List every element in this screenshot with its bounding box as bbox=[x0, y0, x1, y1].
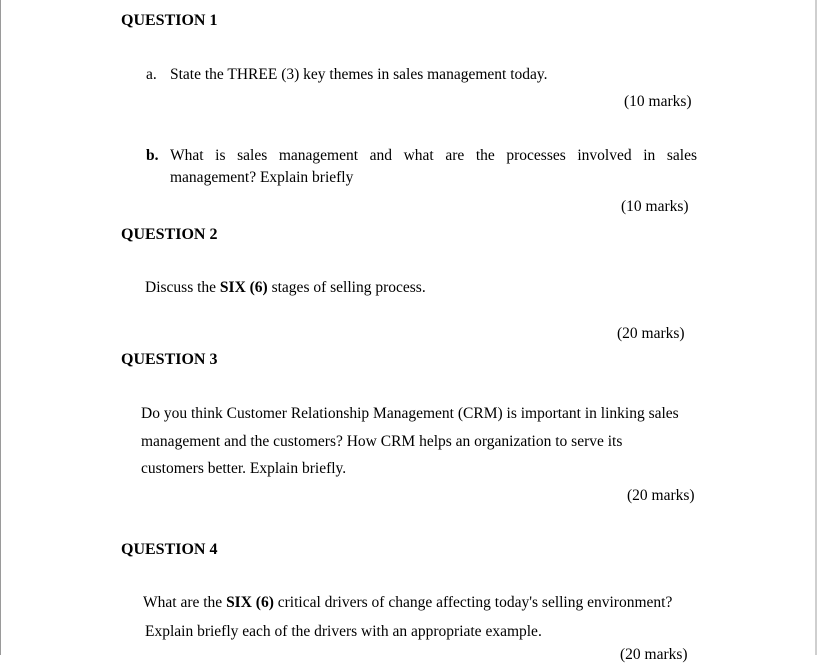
question-1-heading: QUESTION 1 bbox=[121, 12, 218, 29]
question-1a-text: State the THREE (3) key themes in sales management today. bbox=[170, 66, 548, 83]
question-3-line3: customers better. Explain briefly. bbox=[141, 460, 347, 477]
question-2-marks: (20 marks) bbox=[617, 325, 685, 342]
question-4-text-bold: SIX (6) bbox=[226, 594, 274, 611]
question-1b-line2: management? Explain briefly bbox=[170, 169, 354, 186]
question-4-heading: QUESTION 4 bbox=[121, 541, 218, 558]
question-1b-label: b. bbox=[146, 147, 159, 164]
question-4-text-post: critical drivers of change affecting today's selling environment? bbox=[273, 594, 673, 611]
question-1b-marks: (10 marks) bbox=[621, 198, 689, 215]
question-1a-marks: (10 marks) bbox=[624, 93, 692, 110]
question-4-line2: Explain briefly each of the drivers with an appropriate example. bbox=[145, 623, 542, 640]
question-4-line1 bbox=[143, 594, 672, 612]
page-left-edge bbox=[0, 0, 1, 655]
question-4-text-pre: What are the bbox=[143, 594, 227, 611]
question-4-marks: (20 marks) bbox=[620, 646, 688, 663]
question-2-text-pre: Discuss the bbox=[145, 279, 220, 296]
question-3-line1: Do you think Customer Relationship Management (CRM) is important in linking sales bbox=[141, 405, 679, 422]
question-2-text-bold: SIX (6) bbox=[219, 279, 268, 296]
question-1a-label: a. bbox=[146, 66, 157, 83]
question-1b-line1: What is sales management and what are the processes involved in sales bbox=[170, 147, 697, 164]
question-3-heading: QUESTION 3 bbox=[121, 351, 218, 368]
question-2-heading: QUESTION 2 bbox=[121, 226, 218, 243]
question-3-marks: (20 marks) bbox=[627, 487, 695, 504]
question-2-text bbox=[145, 279, 426, 297]
question-3-line2: management and the customers? How CRM helps an organization to serve its bbox=[141, 433, 623, 450]
question-2-text-post: stages of selling process. bbox=[267, 279, 426, 296]
